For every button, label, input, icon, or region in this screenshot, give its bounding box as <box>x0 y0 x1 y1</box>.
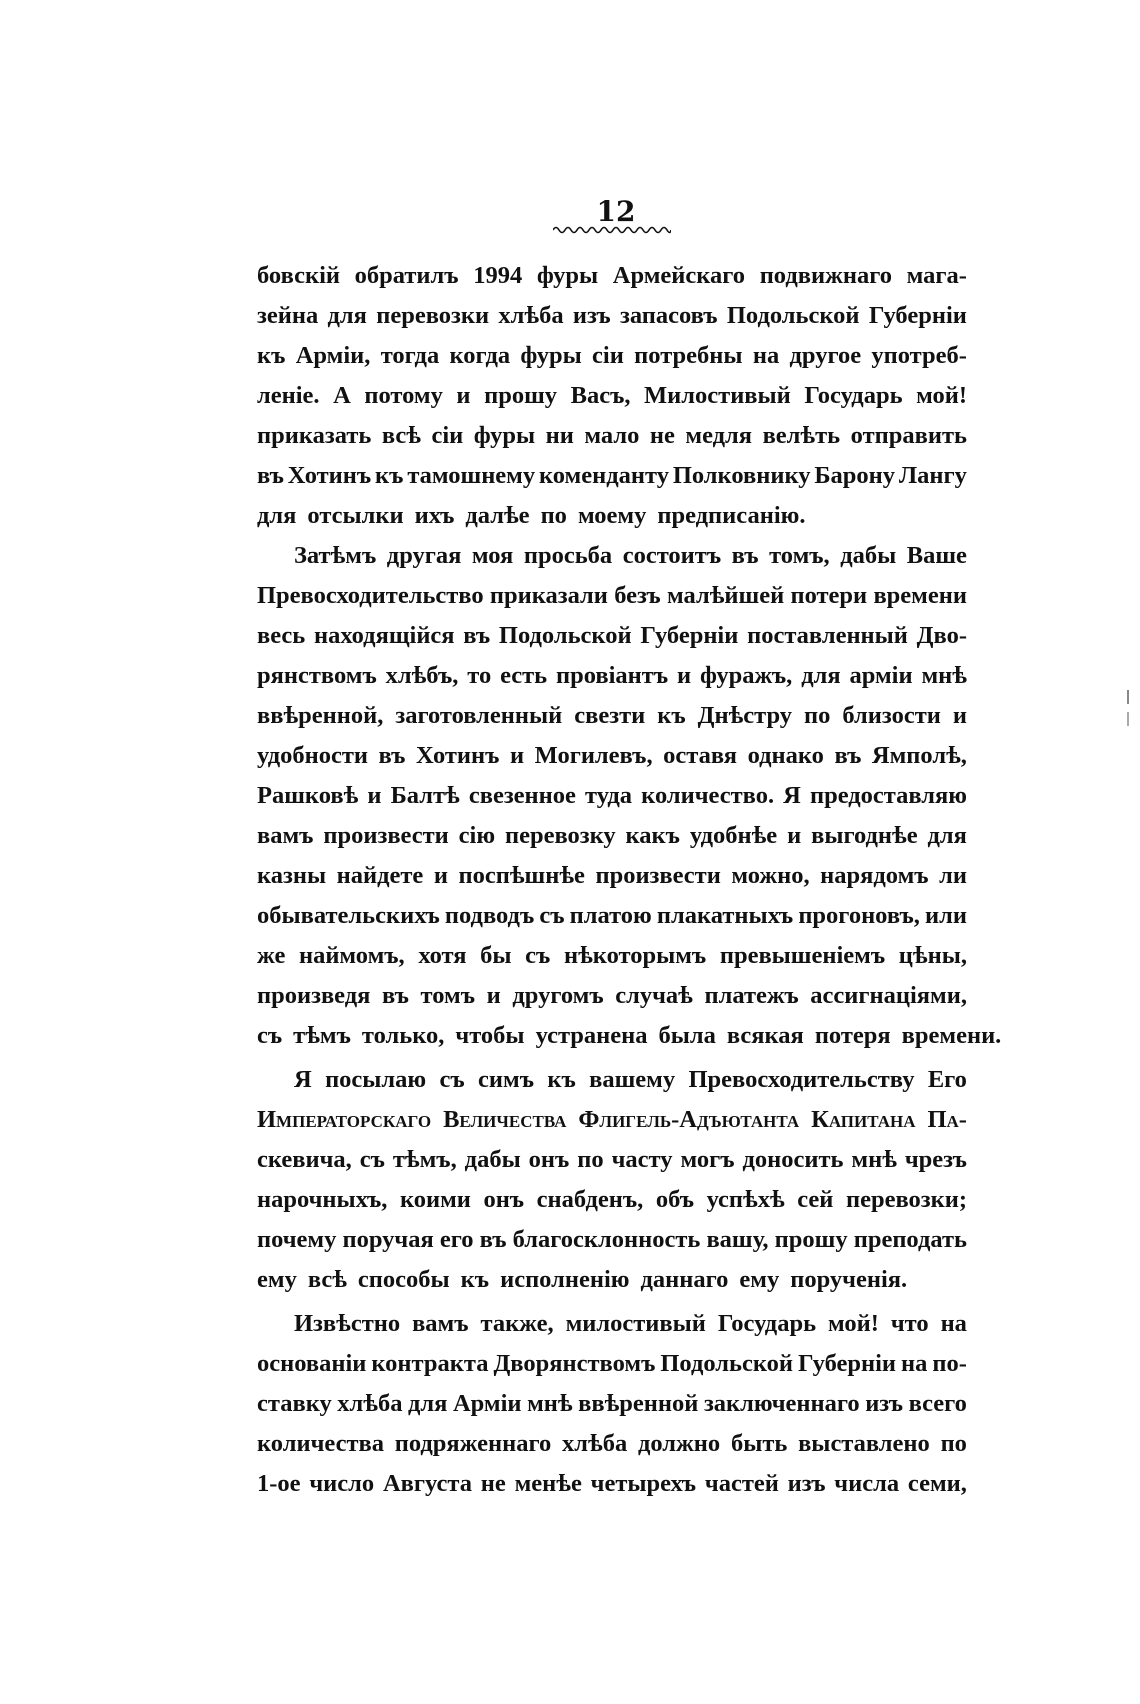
paragraph-4 <box>257 1304 967 1504</box>
paragraph-1 <box>257 256 967 536</box>
text-line: Превосходительство приказали безъ малѣйшей потери времени <box>257 582 967 609</box>
text-line: вамъ произвести сію перевозку какъ удобнѣе и выгоднѣе для <box>257 822 967 849</box>
text-line: 1-ое число Августа не менѣе четырехъ частей изъ числа семи, <box>257 1470 967 1497</box>
text-line: рянствомъ хлѣбъ, то есть провіантъ и фуражъ, для арміи мнѣ <box>257 662 967 689</box>
text-line: основаніи контракта Дворянствомъ Подольской Губерніи на по- <box>257 1350 967 1377</box>
text-line: Рашковѣ и Балтѣ свезенное туда количество. Я предоставляю <box>257 782 967 809</box>
paragraph-2 <box>257 536 1002 1056</box>
text-line: скевича, съ тѣмъ, дабы онъ по часту могъ доносить мнѣ чрезъ <box>257 1146 967 1173</box>
text-line: же наймомъ, хотя бы съ нѣкоторымъ превышеніемъ цѣны, <box>257 942 967 969</box>
text-line: Императорскаго Величества Флигель-Адъютанта Капитана Па- <box>257 1106 967 1133</box>
text-line: нарочныхъ, коими онъ снабденъ, объ успѣхѣ сей перевозки; <box>257 1186 967 1213</box>
text-line: бовскій обратилъ 1994 фуры Армейскаго подвижнаго мага- <box>257 262 967 289</box>
text-line: для отсылки ихъ далѣе по моему предписанію. <box>257 502 806 529</box>
wavy-ornament-icon <box>553 224 671 234</box>
paragraph-3 <box>257 1060 967 1300</box>
text-line: съ тѣмъ только, чтобы устранена была всякая потеря времени. <box>257 1022 1002 1049</box>
text-line: къ Арміи, тогда когда фуры сіи потребны на другое употреб- <box>257 342 967 369</box>
body-text <box>257 256 1002 1504</box>
page-number-text: 12 <box>596 195 636 228</box>
text-line: ввѣренной, заготовленный свезти къ Днѣстру по близости и <box>257 702 967 729</box>
text-line: количества подряженнаго хлѣба должно быть выставлено по <box>257 1430 967 1457</box>
text-line: произведя въ томъ и другомъ случаѣ платежъ ассигнаціями, <box>257 982 967 1009</box>
text-line: въ Хотинъ къ тамошнему коменданту Полковнику Барону Лангу <box>257 462 967 489</box>
text-line: приказать всѣ сіи фуры ни мало не медля велѣть отправить <box>257 422 967 449</box>
text-line: леніе. А потому и прошу Васъ, Милостивый Государь мой! <box>257 382 967 409</box>
text-line: ставку хлѣба для Арміи мнѣ ввѣренной заключеннаго изъ всего <box>257 1390 967 1417</box>
text-line: удобности въ Хотинъ и Могилевъ, оставя однако въ Ямполѣ, <box>257 742 967 769</box>
text-line: весь находящійся въ Подольской Губерніи поставленный Дво- <box>257 622 967 649</box>
text-line: Я посылаю съ симъ къ вашему Превосходительству Его <box>294 1066 967 1093</box>
text-line: обывательскихъ подводъ съ платою плакатныхъ прогоновъ, или <box>257 902 967 929</box>
text-line: зейна для перевозки хлѣба изъ запасовъ Подольской Губерніи <box>257 302 967 329</box>
text-line: казны найдете и поспѣшнѣе произвести можно, нарядомъ ли <box>257 862 967 889</box>
text-line: почему поручая его въ благосклонность вашу, прошу преподать <box>257 1226 967 1253</box>
text-line: Извѣстно вамъ также, милостивый Государь мой! что на <box>294 1310 967 1337</box>
scan-edge-mark <box>1127 690 1130 730</box>
text-line: Затѣмъ другая моя просьба состоитъ въ томъ, дабы Ваше <box>294 542 967 569</box>
text-line: ему всѣ способы къ исполненію даннаго ему порученія. <box>257 1266 908 1293</box>
